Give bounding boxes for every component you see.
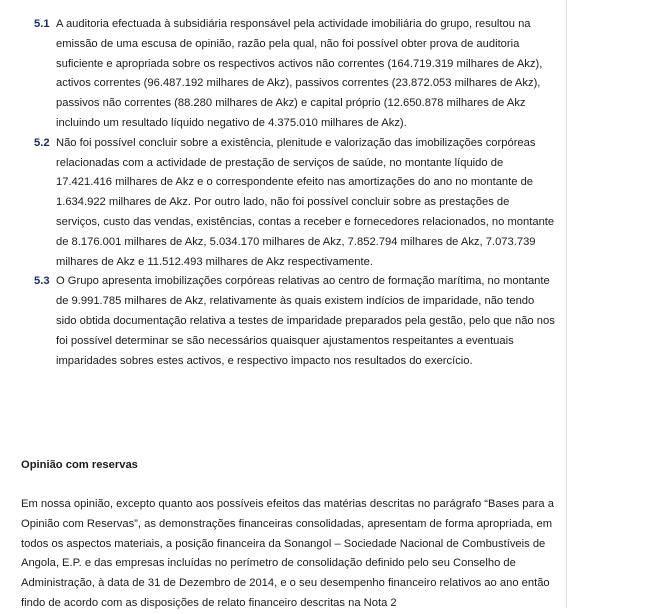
page-edge-divider xyxy=(566,0,567,608)
item-number: 5.1 xyxy=(34,18,50,30)
list-item-5-1 xyxy=(34,15,556,134)
section-heading: Opinião com reservas xyxy=(21,459,138,471)
qualification-list xyxy=(34,15,556,371)
list-item-5-2 xyxy=(34,134,556,273)
item-text: O Grupo apresenta imobilizações corpóreas relativas ao centro de formação marítima, no montante de 9.991.785 milhares de Akz, relativamente às quais existem indícios de imparidade, não tendo sido obtida documentação relativa a testes de imparidade preparados pela gestão, pelo que não nos foi possível determinar se são necessários quaisquer ajustamentos respeitantes a eventuais imparidades sobres estes activos, e respectivo impacto nos resultados do exercício. xyxy=(56,275,555,367)
item-number: 5.2 xyxy=(34,136,50,149)
item-text: A auditoria efectuada à subsidiária responsável pela actividade imobiliária do grupo, resultou na emissão de uma escusa de opinião, razão pela qual, não foi possível obter prova de auditoria suficiente e apropriada sobre os respectivos activos não correntes (164.719.319 milhares de Akz), activos correntes (96.487.192 milhares de Akz), passivos correntes (23.872.053 milhares de Akz), passivos não correntes (88.280 milhares de Akz) e capital próprio (12.650.878 milhares de Akz incluindo um resultado líquido negativo de 4.375.010 milhares de Akz). xyxy=(56,18,543,129)
list-item-5-3 xyxy=(34,272,556,371)
item-text: Não foi possível concluir sobre a existência, plenitude e valorização das imobilizações corpóreas relacionadas com a actividade de prestação de serviços de saúde, no montante líquido de 17.421.416 milhares de Akz e o correspondente efeito nas amortizações do ano no montante de 1.634.922 milhares de Akz. Por outro lado, não foi possível concluir sobre as prestações de serviços, custo das vendas, existências, contas a receber e fornecedores relacionados, no montante de 8.176.001 milhares de Akz, 5.034.170 milhares de Akz, 7.852.794 milhares de Akz, 7.073.739 milhares de Akz e 11.512.493 milhares de Akz respectivamente. xyxy=(56,136,555,268)
opinion-paragraph: Em nossa opinião, excepto quanto aos possíveis efeitos das matérias descritas no parágrafo “Bases para a Opinião com Reservas”, as demonstrações financeiras consolidadas, apresentam de forma apropriada, em todos os aspectos materiais, a posição financeira da Sonangol – Sociedade Nacional de Combustíveis de Angola, E.P. e das empresas incluídas no perímetro de consolidação definido pelo seu Conselho de Administração, à data de 31 de Dezembro de 2014, e o seu desempenho financeiro relativos ao ano então findo de acordo com as disposições de relato financeiro descritas na Nota 2 xyxy=(21,498,554,609)
item-number: 5.3 xyxy=(34,275,50,288)
